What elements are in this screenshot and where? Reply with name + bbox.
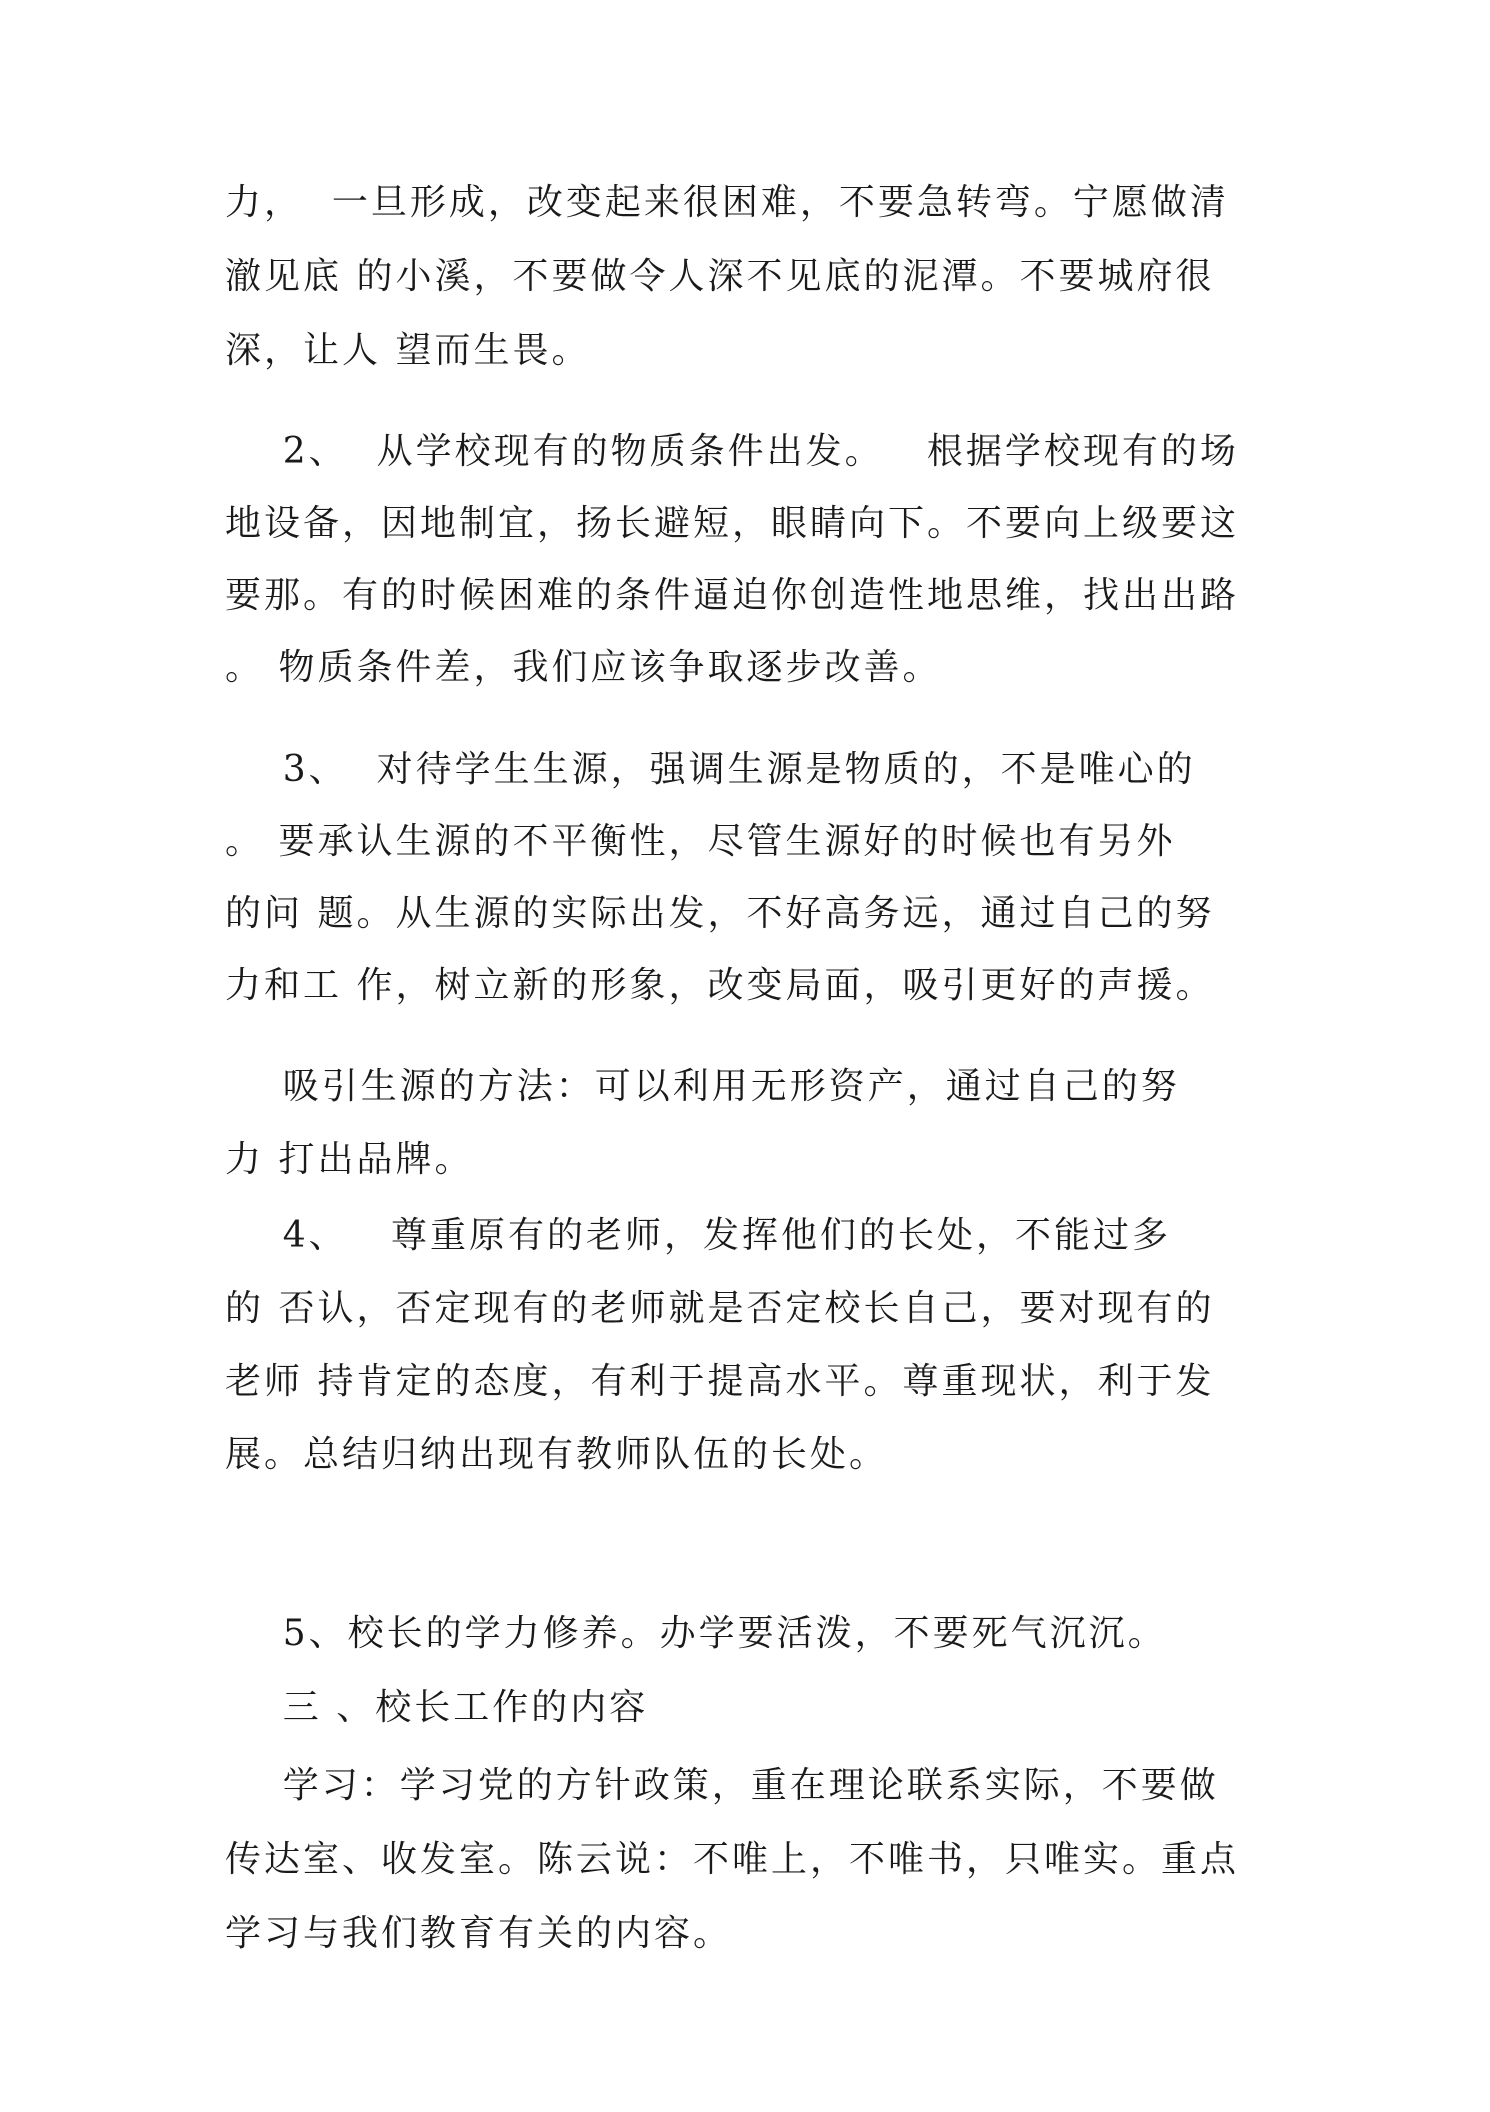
text-line: 要那。有的时候困难的条件逼迫你创造性地思维，找出出路 bbox=[225, 575, 1240, 616]
text-line: 展。总结归纳出现有教师队伍的长处。 bbox=[225, 1434, 889, 1475]
text-line: 力 打出品牌。 bbox=[225, 1139, 474, 1180]
text-line: 。 物质条件差，我们应该争取逐步改善。 bbox=[225, 647, 942, 688]
text-line: 学习与我们教育有关的内容。 bbox=[225, 1913, 733, 1954]
text-line: 地设备，因地制宜，扬长避短，眼睛向下。不要向上级要这 bbox=[225, 503, 1240, 544]
text-line: 传达室、收发室。陈云说：不唯上，不唯书，只唯实。重点 bbox=[225, 1839, 1240, 1880]
text-line: 深，让人 望而生畏。 bbox=[225, 330, 591, 371]
section-heading: 三 、校长工作的内容 bbox=[225, 1687, 649, 1728]
text-line: 2、 从学校现有的物质条件出发。 根据学校现有的场 bbox=[225, 431, 1239, 472]
text-line: 力和工 作，树立新的形象，改变局面，吸引更好的声援。 bbox=[225, 965, 1215, 1006]
text-line: 澈见底 的小溪，不要做令人深不见底的泥潭。不要城府很 bbox=[225, 256, 1215, 297]
text-line: 。 要承认生源的不平衡性，尽管生源好的时候也有另外 bbox=[225, 821, 1176, 862]
text-line: 力， 一旦形成，改变起来很困难，不要急转弯。宁愿做清 bbox=[225, 182, 1229, 223]
text-line: 3、 对待学生生源，强调生源是物质的，不是唯心的 bbox=[225, 749, 1196, 790]
text-line: 5、校长的学力修养。办学要活泼，不要死气沉沉。 bbox=[225, 1613, 1167, 1654]
text-line: 4、 尊重原有的老师，发挥他们的长处，不能过多 bbox=[225, 1215, 1172, 1256]
text-line: 的问 题。从生源的实际出发，不好高务远，通过自己的努 bbox=[225, 893, 1215, 934]
text-line: 老师 持肯定的态度，有利于提高水平。尊重现状，利于发 bbox=[225, 1361, 1215, 1402]
text-line: 的 否认，否定现有的老师就是否定校长自己，要对现有的 bbox=[225, 1288, 1215, 1329]
text-line: 学习：学习党的方针政策，重在理论联系实际，不要做 bbox=[225, 1765, 1219, 1806]
text-line: 吸引生源的方法：可以利用无形资产，通过自己的努 bbox=[225, 1066, 1180, 1107]
